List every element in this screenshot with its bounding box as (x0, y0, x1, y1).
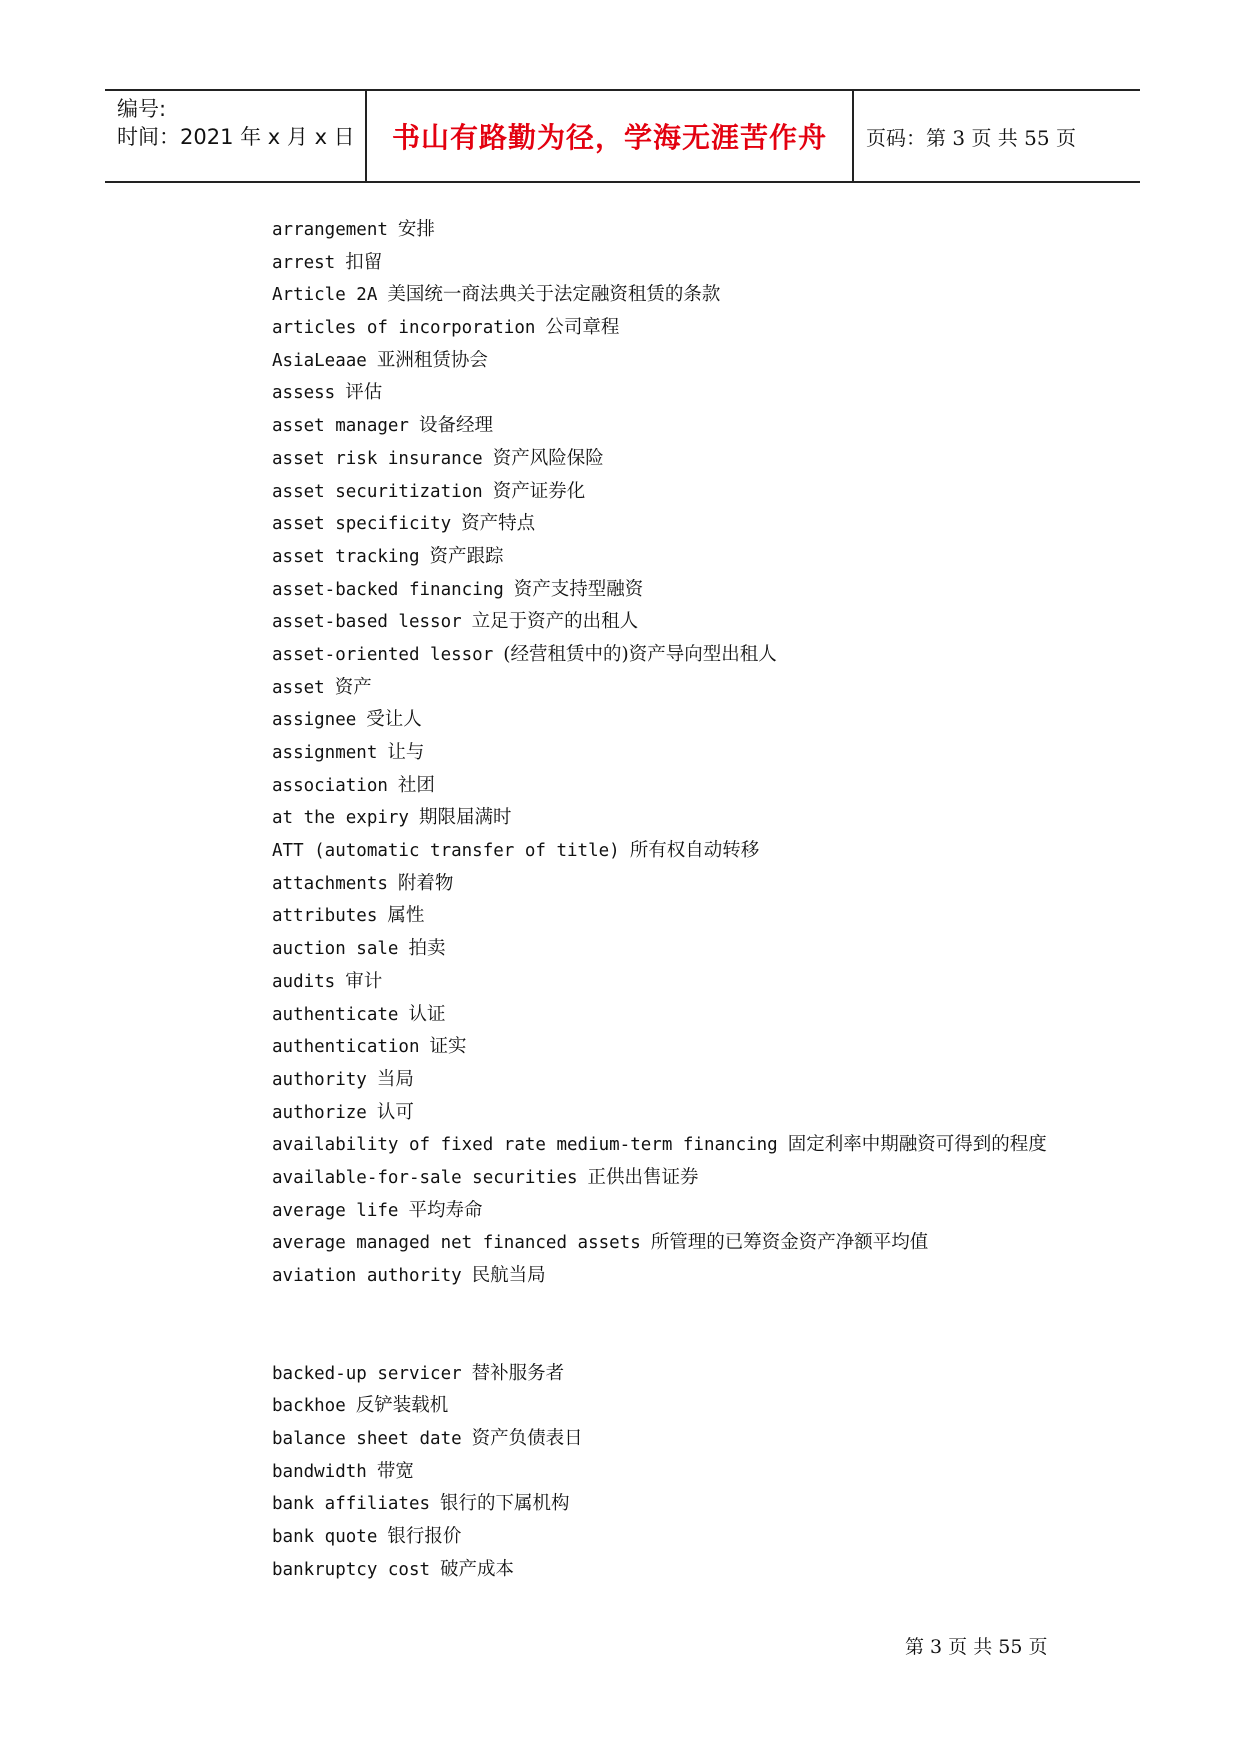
glossary-entry (272, 214, 1132, 247)
glossary-entry (272, 900, 1132, 933)
entry-term: asset manager (272, 416, 409, 437)
entry-translation: 资产证券化 (492, 480, 586, 502)
glossary-entry (272, 1227, 1132, 1260)
entry-translation: 评估 (345, 382, 383, 404)
glossary-entry (272, 966, 1132, 999)
entry-term: arrangement (272, 220, 388, 240)
entry-term: asset securitization (272, 481, 483, 502)
glossary-entry (272, 377, 1132, 410)
document-number-label: 编号: (117, 97, 167, 121)
entry-term: asset (272, 677, 325, 698)
page-header (105, 89, 1140, 183)
entry-term: available-for-sale securities (272, 1167, 578, 1188)
glossary-entry (272, 312, 1132, 345)
glossary-entry (272, 345, 1132, 378)
glossary-group-a (272, 214, 1132, 1293)
entry-translation: 期限届满时 (418, 807, 512, 829)
entry-term: auction sale (272, 939, 399, 960)
entry-translation: 所有权自动转移 (629, 840, 760, 862)
entry-term: aviation authority (272, 1266, 462, 1286)
entry-translation: 资产风险保险 (492, 447, 604, 469)
entry-term: assess (272, 383, 336, 404)
entry-term: backhoe (272, 1396, 346, 1417)
entry-translation: (经营租赁中的)资产导向型出租人 (503, 643, 777, 665)
entry-translation: 资产特点 (461, 513, 536, 535)
entry-translation: 银行报价 (387, 1526, 462, 1548)
entry-term: association (272, 775, 388, 796)
entry-term: AsiaLeaae (272, 350, 367, 371)
entry-term: asset specificity (272, 514, 452, 535)
entry-term: attributes (272, 906, 378, 927)
entry-translation: 美国统一商法典关于法定融资租赁的条款 (387, 284, 721, 306)
glossary-entry (272, 1195, 1132, 1228)
glossary-entry (272, 1423, 1132, 1456)
glossary-entry (272, 835, 1132, 868)
entry-translation: 反铲装载机 (355, 1395, 449, 1417)
glossary-entry (272, 606, 1132, 639)
entry-translation: 资产 (334, 676, 372, 698)
entry-term: authenticate (272, 1004, 399, 1025)
glossary-entry (272, 1097, 1132, 1130)
entry-term: authorize (272, 1102, 367, 1123)
glossary-entry (272, 737, 1132, 770)
page-code: 页码：第 3 页 共 55 页 (866, 125, 1076, 150)
header-page-cell (854, 91, 1140, 181)
entry-translation: 属性 (387, 905, 425, 927)
group-spacer (272, 1293, 1132, 1358)
entry-translation: 所管理的已筹资金资产净额平均值 (650, 1232, 929, 1254)
glossary-entry (272, 476, 1132, 509)
header-info-cell (105, 91, 367, 181)
entry-translation: 附着物 (397, 872, 454, 894)
document-date: 时间：2021 年 x 月 x 日 (117, 125, 355, 149)
entry-translation: 资产跟踪 (429, 545, 504, 567)
entry-term: Article 2A (272, 285, 378, 306)
glossary-entry (272, 443, 1132, 476)
glossary-entry (272, 1064, 1132, 1097)
entry-translation: 破产成本 (440, 1558, 515, 1580)
entry-translation: 平均寿命 (408, 1199, 483, 1221)
glossary-entry (272, 802, 1132, 835)
entry-translation: 带宽 (376, 1460, 414, 1482)
entry-term: bank affiliates (272, 1494, 431, 1515)
glossary-entry (272, 508, 1132, 541)
entry-translation: 认证 (408, 1003, 446, 1025)
entry-translation: 安排 (397, 219, 435, 240)
page-footer: 第 3 页 共 55 页 (905, 1636, 1048, 1658)
entry-term: asset-based lessor (272, 612, 462, 633)
entry-term: arrest (272, 252, 336, 273)
entry-term: average life (272, 1200, 399, 1221)
entry-translation: 替补服务者 (471, 1362, 565, 1384)
glossary-entry (272, 1260, 1132, 1293)
glossary-entry (272, 1162, 1132, 1195)
entry-term: attachments (272, 873, 388, 894)
entry-term: bankruptcy cost (272, 1559, 431, 1580)
entry-translation: 正供出售证券 (587, 1166, 699, 1188)
entry-term: bank quote (272, 1527, 378, 1548)
entry-translation: 受让人 (366, 709, 422, 731)
glossary-entry (272, 704, 1132, 737)
entry-term: asset-backed financing (272, 579, 504, 600)
glossary-entry (272, 770, 1132, 803)
entry-term: at the expiry (272, 808, 409, 829)
glossary-entry (272, 279, 1132, 312)
entry-translation: 设备经理 (418, 415, 493, 437)
glossary-entry (272, 1456, 1132, 1489)
glossary-entry (272, 410, 1132, 443)
entry-translation: 认可 (376, 1101, 414, 1123)
entry-translation: 亚洲租赁协会 (376, 349, 488, 371)
glossary-entry (272, 247, 1132, 280)
entry-translation: 资产支持型融资 (513, 578, 644, 600)
entry-translation: 当局 (376, 1068, 414, 1090)
glossary-entry (272, 1488, 1132, 1521)
entry-translation: 扣留 (345, 251, 383, 273)
entry-term: asset-oriented lessor (272, 644, 494, 665)
entry-translation: 让与 (387, 742, 425, 763)
entry-term: asset tracking (272, 546, 420, 567)
header-motto-cell (367, 91, 854, 181)
entry-term: asset risk insurance (272, 448, 483, 469)
glossary-entry (272, 1390, 1132, 1423)
entry-term: assignment (272, 743, 378, 763)
entry-translation: 审计 (345, 970, 383, 992)
entry-term: articles of incorporation (272, 318, 536, 339)
glossary-entry (272, 1521, 1132, 1554)
entry-translation: 立足于资产的出租人 (471, 611, 639, 633)
entry-translation: 银行的下属机构 (440, 1493, 570, 1515)
entry-term: audits (272, 971, 336, 992)
glossary-entry (272, 639, 1132, 672)
entry-translation: 社团 (397, 774, 435, 796)
glossary-entry (272, 868, 1132, 901)
motto-text: 书山有路勤为径，学海无涯苦作舟 (391, 121, 827, 154)
glossary-entry (272, 574, 1132, 607)
glossary-entry (272, 1554, 1132, 1587)
entry-translation: 拍卖 (408, 938, 446, 960)
entry-term: average managed net financed assets (272, 1233, 641, 1254)
entry-term: ATT (automatic transfer of title) (272, 841, 620, 862)
entry-term: authority (272, 1069, 367, 1090)
entry-term: balance sheet date (272, 1429, 462, 1450)
entry-translation: 固定利率中期融资可得到的程度 (787, 1134, 1047, 1156)
entry-term: assignee (272, 710, 357, 731)
entry-translation: 民航当局 (471, 1265, 546, 1286)
glossary-entry (272, 999, 1132, 1032)
glossary-entry (272, 541, 1132, 574)
glossary-group-b (272, 1358, 1132, 1587)
glossary-entry (272, 1358, 1132, 1391)
glossary-list (272, 214, 1132, 1587)
glossary-entry (272, 1031, 1132, 1064)
glossary-entry (272, 933, 1132, 966)
entry-translation: 公司章程 (545, 317, 620, 339)
entry-term: availability of fixed rate medium-term financing (272, 1135, 778, 1156)
entry-term: bandwidth (272, 1461, 367, 1482)
entry-term: backed-up servicer (272, 1363, 462, 1384)
glossary-entry (272, 672, 1132, 705)
glossary-entry (272, 1129, 1132, 1162)
entry-term: authentication (272, 1037, 420, 1058)
entry-translation: 证实 (429, 1036, 467, 1058)
entry-translation: 资产负债表日 (471, 1428, 583, 1450)
